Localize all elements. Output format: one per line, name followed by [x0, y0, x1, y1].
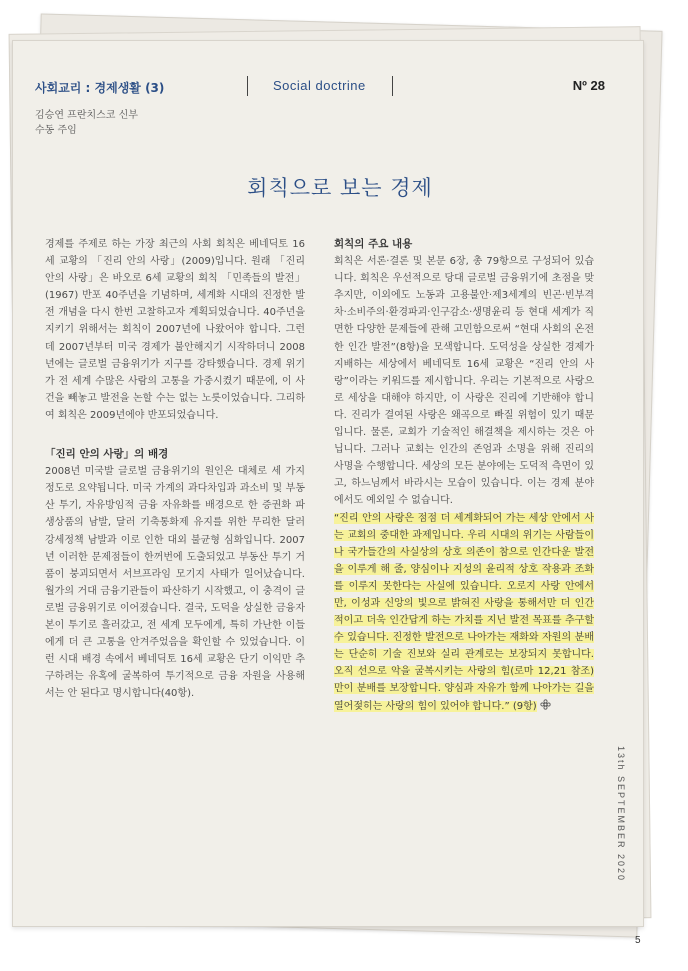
header-divider [247, 76, 248, 96]
intro-paragraph: 경제를 주제로 하는 가장 최근의 사회 회칙은 베네딕토 16세 교황의 「진리 안의 사랑」(2009)입니다. 원래 「진리 안의 사랑」은 바오로 6세 교황의 회칙 「민족들의 발전」(1967) 반포 40주년을 기념하며, 세계화 시대의 진정한 발전 개념을 다시 한번 고찰하고자 계획되었습니다. 40주년을 지키기 위해서는 회칙이 2007년에 나왔어야 합니다. 그런데 2007년부터 미국 경제가 불안해지기 시작하더니 2008년에는 글로벌 금융위기가 지구를 강타했습니다. 경제 위기가 전 세계 수많은 사람의 고통을 가중시켰기 때문에, 이 사건을 빼놓고 발전을 논할 수는 없는 노릇이었습니다. 그리하여 회칙은 2009년에야 반포되었습니다. [45, 239, 305, 421]
section-heading: 회칙의 주요 내용 [334, 238, 413, 250]
left-column [45, 236, 305, 702]
page-header [35, 76, 605, 98]
author-info [35, 108, 138, 138]
section-label: Social doctrine [273, 78, 366, 93]
author-role: 수동 주임 [35, 125, 77, 136]
flower-ornament-icon [540, 699, 551, 710]
series-title: 사회교리 : 경제생활 (3) [35, 80, 165, 95]
page-number: 5 [635, 935, 641, 946]
section-heading: 「진리 안의 사랑」의 배경 [45, 448, 169, 461]
author-name: 김승연 프란치스코 신부 [35, 110, 138, 121]
right-column [334, 236, 594, 715]
background-paragraph: 2008년 미국발 글로벌 금융위기의 원인은 대체로 세 가지 정도로 요약됩니다. 미국 가계의 과다차입과 과소비 및 부동산 투기, 자유방임적 금융 자유화를 배경으로 한 증권화 파생상품의 남발, 달러 기축통화제 유지를 위한 무리한 달러 강세정책 남발과 이로 인한 대외 불균형 심화입니다. 2007년 이러한 문제점들이 한꺼번에 도출되었고 부동산 투기 거품이 붕괴되면서 서브프라임 모기지 사태가 일어났습니다. 월가의 거대 금융기관들이 파산하기 시작했고, 이 충격이 글로벌 금융위기로 이어졌습니다. 결국, 도덕을 상실한 금융자본이 투기로 흘러갔고, 전 세계 모두에게, 특히 가난한 이들에게 더 큰 고통을 안겨주었음을 확인할 수 있었습니다. 이런 시대 배경 속에서 베네딕토 16세 교황은 단기 이익만 추구하려는 유혹에 굴복하여 투기적으로 금융 자원을 사용해서는 안 된다고 명시합니다(40항). [45, 466, 305, 700]
side-date: 13th SEPTEMBER 2020 [616, 746, 626, 883]
header-divider [392, 76, 393, 96]
article-title: 회칙으로 보는 경제 [247, 176, 433, 200]
content-paragraph: 회칙은 서론·결론 및 본문 6장, 총 79항으로 구성되어 있습니다. 회칙은 우선적으로 당대 글로벌 금융위기에 초점을 맞추지만, 이외에도 노동과 고용불안·제3세계의 빈곤·빈부격차·소비주의·환경파괴·인구감소·생명윤리 등 현대 세계가 직면한 다양한 문제들에 관해 고민함으로써 “현대 사회의 온전한 인간 발전”(8항)을 모색합니다. 도덕성을 상실한 경제가 지배하는 세상에서 베네딕토 16세 교황은 “진리 안의 사랑”이라는 키워드를 제시합니다. 우리는 기본적으로 사랑으로 세상을 대해야 하지만, 이 사랑은 진리에 기반해야 합니다. 진리가 결여된 사랑은 왜곡으로 빠질 위험이 있기 때문입니다. 물론, 교회가 기술적인 해결책을 제시하는 것은 아닙니다. 그러나 교회는 인간의 존엄과 소명을 위해 진리의 사명을 수행합니다. 세상의 모든 분야에는 도덕적 측면이 있고, 하느님께서 바라시는 모습이 있습니다. 이는 경제 분야에서도 예외일 수 없습니다. [334, 256, 594, 507]
highlighted-quote: “진리 안의 사랑은 점점 더 세계화되어 가는 세상 안에서 사는 교회의 중대한 과제입니다. 우리 시대의 위기는 사람들이나 국가들간의 사실상의 상호 의존이 참으로 인간다운 발전을 이루게 해 줄, 양심이나 지성의 윤리적 상호 작용과 조화를 이루지 못한다는 사실에 있습니다. 오로지 사랑 안에서만, 이성과 신앙의 빛으로 밝혀진 사랑을 통해서만 더 인간적이고 더욱 인간답게 하는 가치를 지닌 발전 목표를 추구할 수 있습니다. 진정한 발전으로 나아가는 재화와 자원의 분배는 단순히 기술 진보와 실리 관계로는 보장되지 못합니다. 오직 선으로 악을 굴복시키는 사랑의 힘(로마 12,21 참조)만이 분배를 보장합니다. 양심과 자유가 함께 나아가는 길을 열어젖히는 사랑의 힘이 있어야 합니다.” (9항) [334, 512, 594, 712]
issue-number: Nº 28 [572, 78, 605, 93]
quote-paragraph [334, 510, 594, 715]
